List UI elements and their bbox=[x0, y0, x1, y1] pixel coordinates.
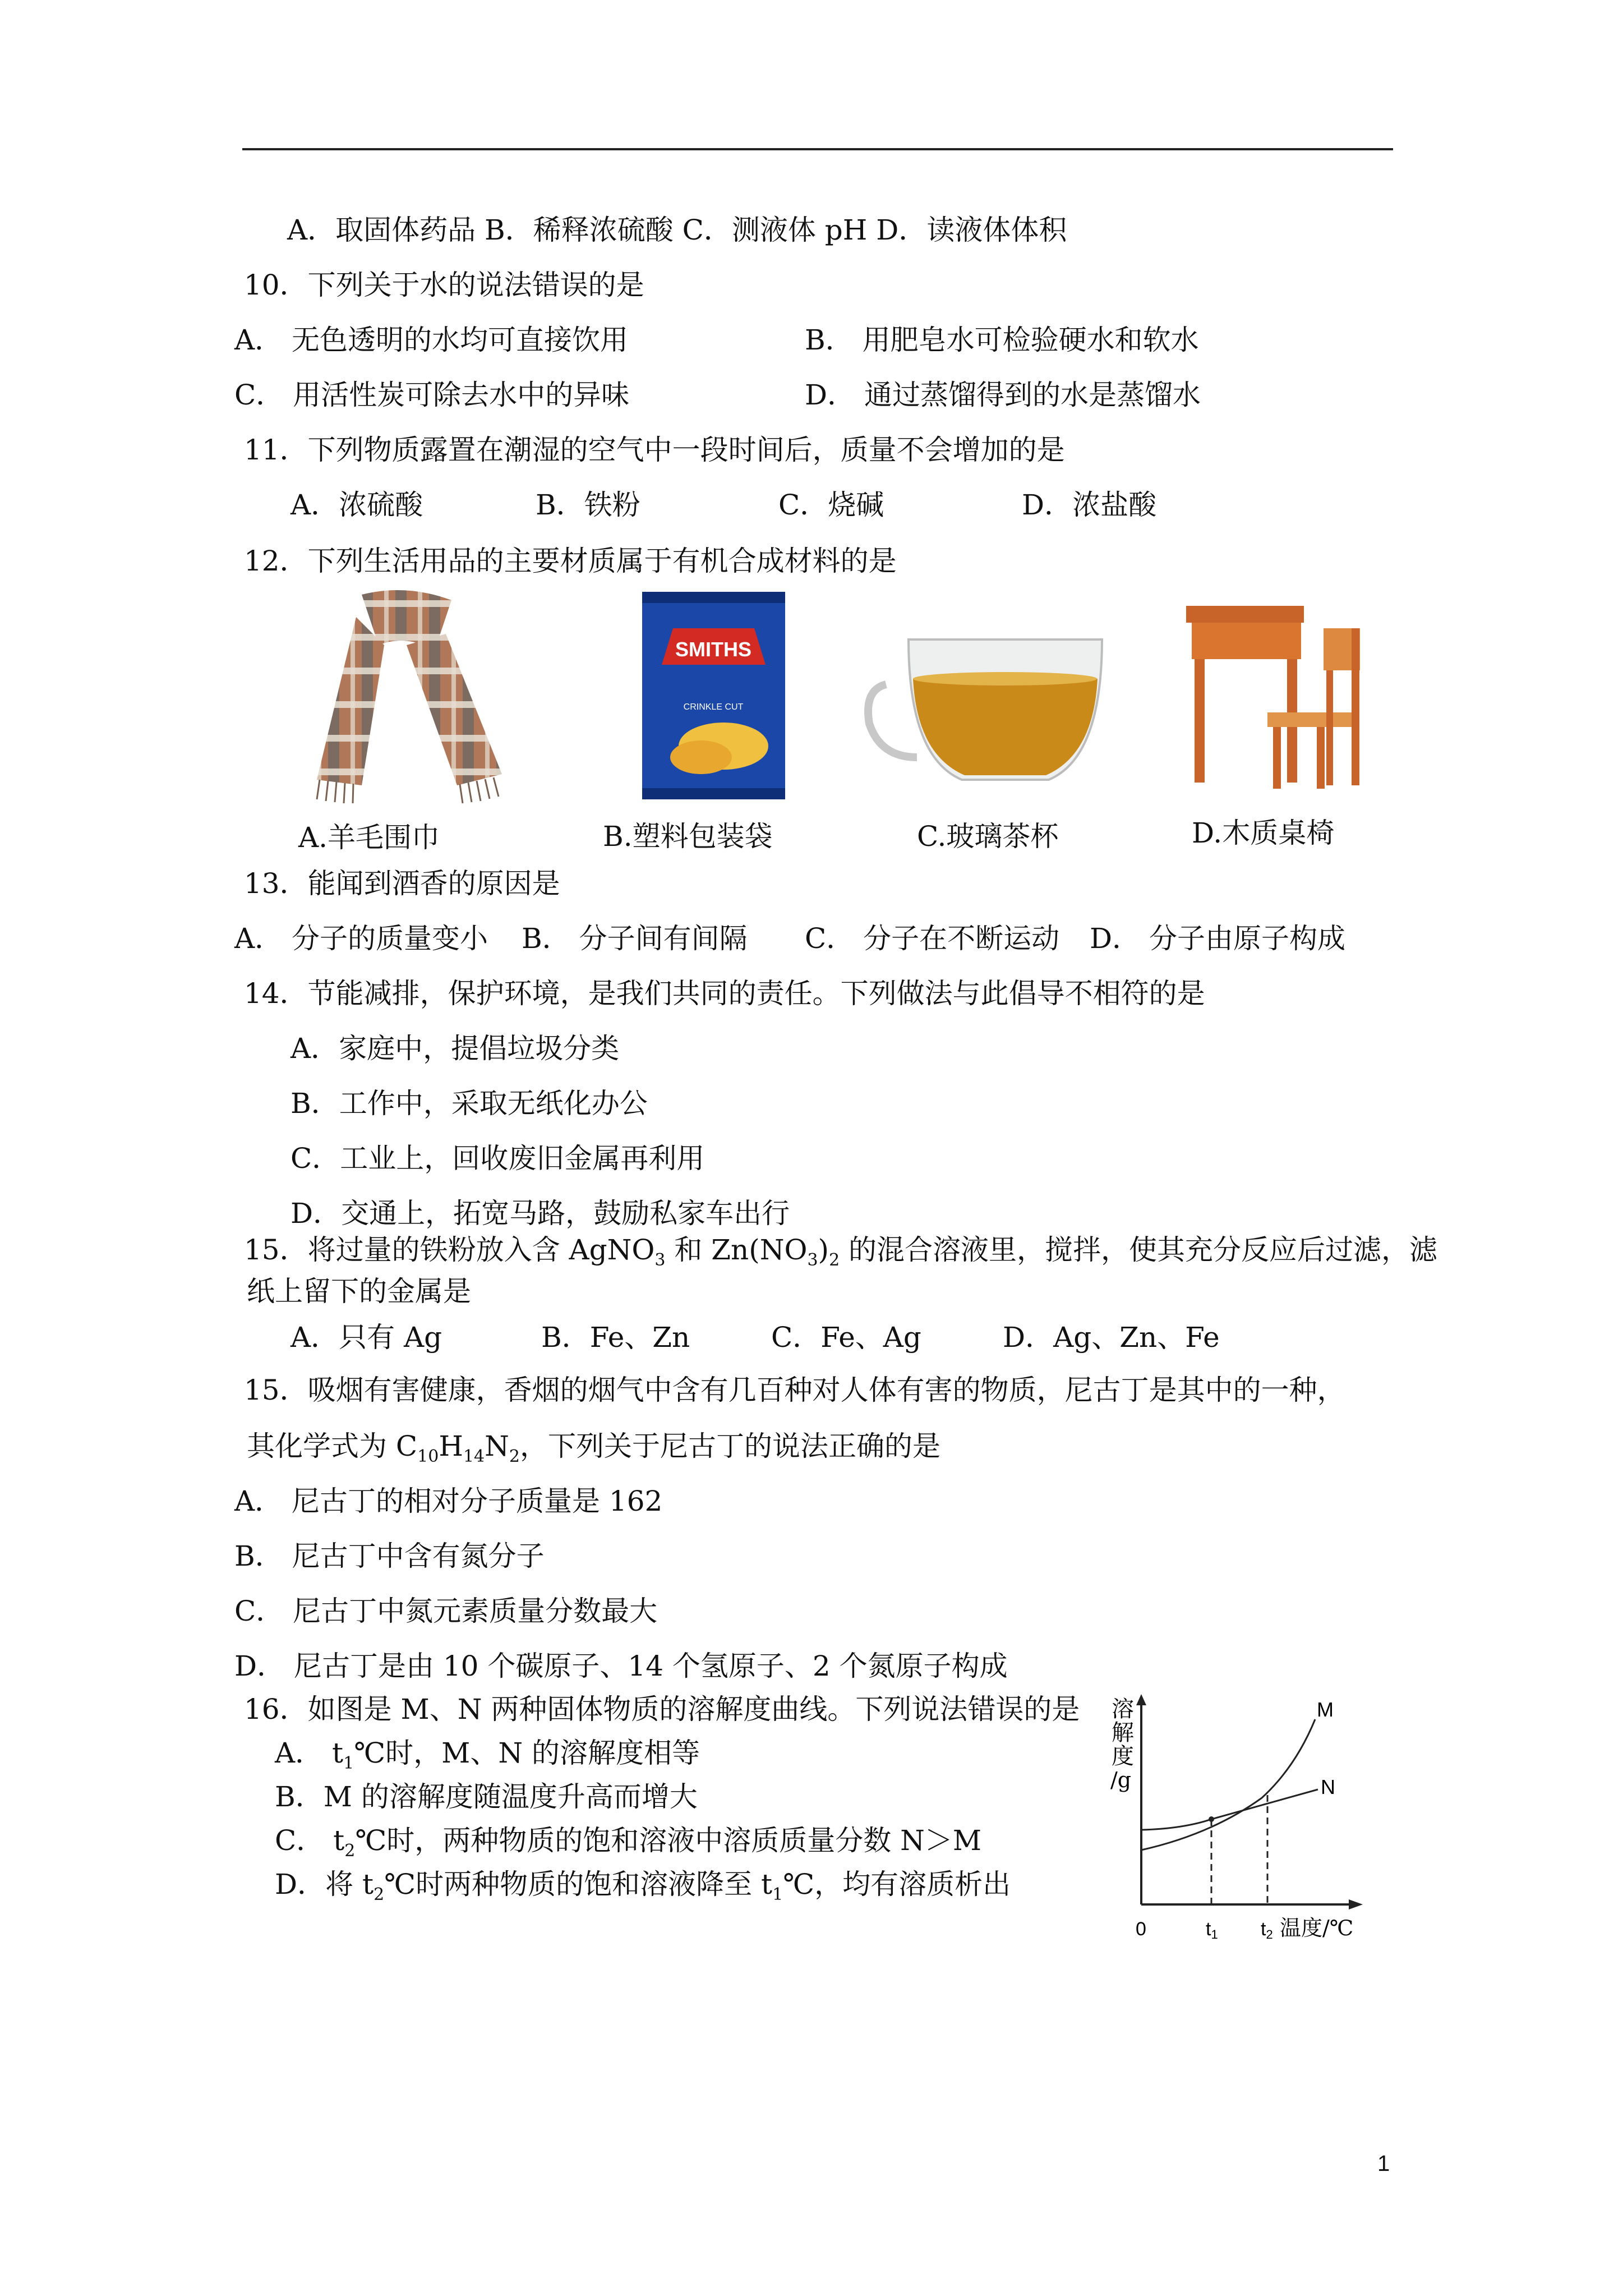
q15-option-b: B．Fe、Zn bbox=[541, 1321, 690, 1354]
q16-option-b: B．M 的溶解度随温度升高而增大 bbox=[275, 1780, 698, 1813]
q12-caption-a: A.羊毛围巾 bbox=[298, 821, 440, 854]
wooden-desk-chair-image bbox=[1183, 595, 1374, 797]
q14-option-c: C．工业上，回收废旧金属再利用 bbox=[291, 1142, 705, 1175]
q11-stem: 11．下列物质露置在潮湿的空气中一段时间后，质量不会增加的是 bbox=[244, 434, 1065, 466]
xlabel: 温度/℃ bbox=[1280, 1916, 1354, 1940]
q15-option-d: D．Ag、Zn、Fe bbox=[1003, 1321, 1220, 1354]
q15-stem: 15．将过量的铁粉放入含 AgNO$_3$ 和 $Zn(NO_3)_2$ 的混合溶液里，搅拌，使其充分反应后过滤，滤 bbox=[244, 1234, 1438, 1270]
q16-option-c: C． $t_2℃$时，两种物质的饱和溶液中溶质质量分数 N＞M bbox=[275, 1824, 982, 1861]
series-m-line bbox=[1141, 1719, 1315, 1850]
plastic-chip-bag-image bbox=[639, 589, 788, 802]
q14-option-b: B．工作中，采取无纸化办公 bbox=[291, 1087, 648, 1120]
q15b-option-d: D． 尼古丁是由 10 个碳原子、14 个氢原子、2 个氮原子构成 bbox=[234, 1650, 1008, 1682]
q12-stem: 12．下列生活用品的主要材质属于有机合成材料的是 bbox=[244, 545, 897, 577]
q15b-stem: 15．吸烟有害健康，香烟的烟气中含有几百种对人体有害的物质，尼古丁是其中的一种， bbox=[244, 1374, 1345, 1406]
q16-stem: 16．如图是 M、N 两种固体物质的溶解度曲线。下列说法错误的是 bbox=[244, 1693, 1080, 1726]
q12-caption-d: D.木质桌椅 bbox=[1192, 817, 1335, 849]
q9-options: A．取固体药品 B．稀释浓硫酸 C．测液体 pH D．读液体体积 bbox=[287, 214, 1067, 246]
ylabel-char-3: 度 bbox=[1112, 1743, 1134, 1769]
q12-caption-b: B.塑料包装袋 bbox=[603, 820, 773, 853]
chips-brand-text: SMITHS bbox=[675, 638, 752, 661]
chips-sub-text: CRINKLE CUT bbox=[683, 702, 744, 712]
page-number: 1 bbox=[1377, 2151, 1390, 2176]
ylabel-unit: /g bbox=[1110, 1768, 1132, 1792]
ylabel-char-1: 溶 bbox=[1112, 1696, 1134, 1722]
t2-tick-label: t2 bbox=[1261, 1918, 1273, 1941]
solubility-curve-chart bbox=[1099, 1688, 1368, 1952]
q10-option-b: B． 用肥皂水可检验硬水和软水 bbox=[805, 324, 1199, 356]
q10-option-a: A． 无色透明的水均可直接饮用 bbox=[234, 324, 629, 356]
q14-option-d: D．交通上，拓宽马路，鼓励私家车出行 bbox=[291, 1197, 790, 1230]
q15-stem-cont: 纸上留下的金属是 bbox=[247, 1275, 471, 1308]
q13-stem: 13．能闻到酒香的原因是 bbox=[244, 867, 560, 900]
q15b-option-c: C． 尼古丁中氮元素质量分数最大 bbox=[234, 1595, 658, 1627]
glass-tea-cup-image bbox=[864, 628, 1116, 791]
q14-stem: 14．节能减排，保护环境，是我们共同的责任。下列做法与此倡导不相符的是 bbox=[244, 977, 1205, 1010]
series-n-line bbox=[1141, 1789, 1318, 1830]
ylabel-char-2: 解 bbox=[1112, 1720, 1134, 1746]
q15b-option-b: B． 尼古丁中含有氮分子 bbox=[234, 1540, 545, 1572]
x-axis-arrow bbox=[1349, 1899, 1363, 1910]
q10-option-d: D． 通过蒸馏得到的水是蒸馏水 bbox=[805, 379, 1201, 411]
origin-label: 0 bbox=[1136, 1918, 1146, 1940]
header-rule bbox=[242, 148, 1393, 150]
q15-option-c: C．Fe、Ag bbox=[771, 1321, 921, 1354]
q10-option-c: C． 用活性炭可除去水中的异味 bbox=[234, 379, 630, 411]
q13-option-b: B． 分子间有间隔 bbox=[522, 922, 748, 955]
q12-caption-c: C.玻璃茶杯 bbox=[917, 820, 1059, 853]
t1-tick-label: t1 bbox=[1206, 1918, 1218, 1941]
q16-option-a: A． $t_1℃$时，M、N 的溶解度相等 bbox=[275, 1737, 700, 1773]
q11-option-a: A．浓硫酸 bbox=[291, 489, 423, 521]
q13-option-a: A． 分子的质量变小 bbox=[234, 922, 488, 955]
q15b-formula: 其化学式为 $C_{10}H_{14}N_2$，下列关于尼古丁的说法正确的是 bbox=[247, 1430, 940, 1466]
q11-option-d: D．浓盐酸 bbox=[1022, 489, 1157, 521]
q15-option-a: A．只有 Ag bbox=[291, 1321, 442, 1354]
q14-option-a: A．家庭中，提倡垃圾分类 bbox=[291, 1032, 620, 1065]
q16-option-d: D．将 $t_2℃$时两种物质的饱和溶液降至 $t_1℃$，均有溶质析出 bbox=[275, 1868, 1011, 1904]
series-n-label: N bbox=[1321, 1775, 1335, 1798]
q11-option-c: C．烧碱 bbox=[778, 489, 884, 521]
q11-option-b: B．铁粉 bbox=[536, 489, 640, 521]
q10-stem: 10．下列关于水的说法错误的是 bbox=[244, 269, 644, 301]
q13-option-c: C． 分子在不断运动 bbox=[805, 922, 1060, 955]
series-m-label: M bbox=[1317, 1698, 1334, 1721]
q15b-option-a: A． 尼古丁的相对分子质量是 162 bbox=[234, 1485, 663, 1517]
q13-option-d: D． 分子由原子构成 bbox=[1090, 922, 1345, 955]
wool-scarf-image bbox=[294, 583, 519, 808]
y-axis-arrow bbox=[1136, 1694, 1146, 1705]
